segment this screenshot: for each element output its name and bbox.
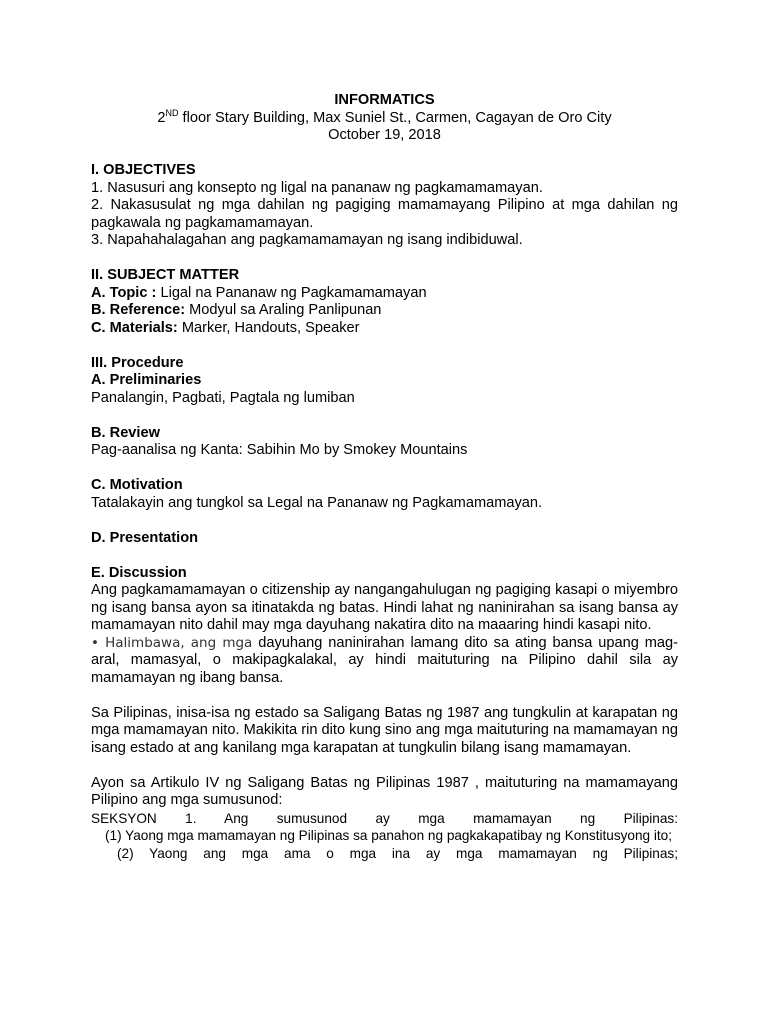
discussion-paragraph: Ayon sa Artikulo IV ng Saligang Batas ng Pilipinas 1987 , maituturing na mamamayang Pilipino ang mga sumusunod:	[91, 774, 678, 808]
bullet-lead-text: • Halimbawa, ang mga	[91, 634, 253, 651]
address-line	[91, 107, 678, 128]
reference-line	[91, 302, 678, 320]
reference-value: Modyul sa Araling Panlipunan	[185, 302, 382, 318]
discussion-paragraph: Sa Pilipinas, inisa-isa ng estado sa Saligang Batas ng 1987 ang tungkulin at karapatan ng mga mamamayan nito. Makikita rin dito kung sino ang mga maituturing na mamamayan ng isang estado at ang kanilang mga karapatan at tungkulin bilang isang mamamayan.	[91, 704, 678, 756]
objectives-heading: I. OBJECTIVES	[91, 162, 196, 178]
preliminaries-heading: A. Preliminaries	[91, 372, 202, 388]
seksyon-line: SEKSYON 1. Ang sumusunod ay mga mamamayan ng Pilipinas:	[91, 810, 678, 826]
spacer	[91, 687, 678, 705]
spacer	[91, 337, 678, 355]
objective-item: 3. Napahahalagahan ang pagkamamamayan ng isang indibiduwal.	[91, 232, 523, 248]
presentation-heading: D. Presentation	[91, 529, 199, 546]
spacer	[91, 407, 678, 425]
discussion-heading: E. Discussion	[91, 564, 187, 581]
spacer	[91, 512, 678, 530]
review-text: Pag-aanalisa ng Kanta: Sabihin Mo by Smokey Mountains	[91, 442, 468, 458]
procedure-heading: III. Procedure	[91, 354, 184, 371]
address-floor-number: 2	[157, 109, 166, 126]
discussion-bullet	[91, 635, 678, 688]
document-body	[91, 92, 678, 862]
spacer	[91, 460, 678, 478]
seksyon-item: (2) Yaong ang mga ama o mga ina ay mga mamamayan ng Pilipinas;	[117, 845, 678, 861]
document-title: INFORMATICS	[334, 92, 435, 108]
spacer	[91, 250, 678, 268]
topic-label: A. Topic :	[91, 284, 157, 301]
bullet-rest-text: dayuhang naninirahan lamang dito sa ating bansa upang mag-aral, mamasyal, o makipagkalakal, ay hindi maituturing na Pilipino dahil sila ay mamamayan ng ibang bansa.	[91, 634, 678, 686]
spacer	[91, 145, 678, 163]
preliminaries-text: Panalangin, Pagbati, Pagtala ng lumiban	[91, 389, 355, 406]
review-heading: B. Review	[91, 424, 160, 441]
subject-matter-heading: II. SUBJECT MATTER	[91, 267, 240, 283]
objective-item: 1. Nasusuri ang konsepto ng ligal na pananaw ng pagkamamamayan.	[91, 179, 543, 196]
reference-label: B. Reference:	[91, 302, 186, 318]
topic-line	[91, 285, 678, 303]
address-superscript: ND	[165, 107, 179, 118]
motivation-heading: C. Motivation	[91, 477, 183, 493]
materials-value: Marker, Handouts, Speaker	[177, 319, 360, 336]
objective-item: 2. Nakasusulat ng mga dahilan ng pagiging mamamayang Pilipino at mga dahilan ng pagkawala ng pagkamamamayan.	[91, 197, 678, 231]
seksyon-item: (1) Yaong mga mamamayan ng Pilipinas sa panahon ng pagkakapatibay ng Konstitusyong ito;	[105, 828, 673, 843]
document-date: October 19, 2018	[328, 127, 441, 143]
materials-line	[91, 320, 678, 338]
motivation-text: Tatalakayin ang tungkol sa Legal na Pananaw ng Pagkamamamayan.	[91, 494, 543, 511]
topic-value: Ligal na Pananaw ng Pagkamamamayan	[156, 284, 427, 301]
spacer	[91, 547, 678, 565]
spacer	[91, 757, 678, 775]
materials-label: C. Materials:	[91, 319, 178, 336]
address-text: floor Stary Building, Max Suniel St., Carmen, Cagayan de Oro City	[178, 109, 612, 126]
discussion-paragraph: Ang pagkamamamayan o citizenship ay nangangahulugan ng pagiging kasapi o miyembro ng isang bansa ayon sa itinatakda ng batas. Hindi lahat ng naninirahan sa isang bansa ay mamamayan nito dahil may mga dayuhang nakatira dito na maaaring hindi kasapi nito.	[91, 582, 678, 633]
